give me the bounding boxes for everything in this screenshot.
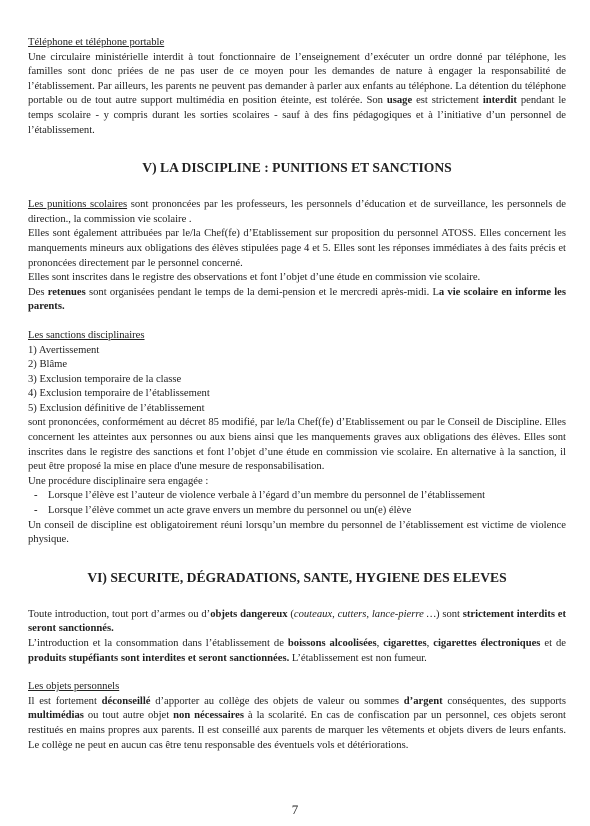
sanctions-list: [28, 344, 566, 417]
sanctions-title: Les sanctions disciplinaires: [28, 329, 145, 341]
procedure-bullets: [28, 489, 566, 518]
document-page: [28, 36, 566, 753]
page-number: 7: [291, 802, 299, 817]
sanction-item: 3) Exclusion temporaire de la classe: [28, 373, 182, 385]
objets-title: Les objets personnels: [28, 681, 120, 693]
objets-paragraph: Il est fortement déconseillé d’apporter au collège des objets de valeur ou sommes d’argent conséquentes, des supports multimédias ou tout autre objet non nécessaires à la scolarité. En cas de confiscation par un personnel, ces objets seront restitués en mains propres aux parents. Il est conseillé aux parents de marquer les vêtements et objets divers de leurs enfants. Le collège ne peut en aucun cas être tenu responsable des éventuels vols et détériorations.: [28, 695, 566, 751]
substances-paragraph: L’introduction et la consommation dans l’établissement de boissons alcoolisées, cigarettes, cigarettes électroniques et de produits stupéfiants sont interdites et seront sanctionnées. L’établissement est non fumeur.: [28, 638, 567, 664]
section-heading-securite: VI) SECURITE, DÉGRADATIONS, SANTE, HYGIENE DES ELEVES: [87, 569, 507, 585]
telephone-title: Téléphone et téléphone portable: [28, 37, 165, 48]
armes-paragraph: Toute introduction, tout port d’armes ou d’objets dangereux (couteaux, cutters, lance-pierre …) sont strictement interdits et seront sanctionnés.: [28, 608, 567, 635]
sanction-item: 5) Exclusion définitive de l’établissement: [28, 402, 205, 414]
procedure-bullet: - Lorsque l’élève est l’auteur de violence verbale à l’égard d’un membre du personnel de l’établissement: [28, 489, 566, 504]
sanction-item: 2) Blâme: [28, 359, 68, 371]
telephone-paragraph: Une circulaire ministérielle interdit à tout fonctionnaire de l’enseignement d’exécuter un ordre donné par téléphone, les familles sont donc priées de ne pas user de ce moyen pour les demandes de nature à engager la responsabilité de l’établissement. Par ailleurs, les parents ne peuvent pas demander à parler aux enfants au téléphone. La détention du téléphone portable ou de tout autre support multimédia en position éteinte, est tolérée. Son usage est strictement interdit pendant le temps scolaire - y compris durant les sorties scolaires - sauf à des fins pédagogiques et à l’initiative d’un personnel de l’établissement.: [28, 51, 566, 136]
retenues-paragraph: Des retenues sont organisées pendant le temps de la demi-pension et le mercredi après-midi. La vie scolaire en informe les parents.: [28, 286, 567, 313]
procedure-paragraph: Une procédure disciplinaire sera engagée :: [28, 475, 209, 487]
procedure-bullet: - Lorsque l’élève commet un acte grave envers un membre du personnel ou un(e) élève: [28, 504, 566, 519]
punitions-paragraph-3: Elles sont inscrites dans le registre des observations et font l’objet d’une étude en commission vie scolaire.: [28, 272, 481, 284]
conseil-paragraph: Un conseil de discipline est obligatoirement réuni lorsqu’un membre du personnel de l’établissement est victime de violence physique.: [28, 519, 566, 546]
section-heading-discipline: V) LA DISCIPLINE : PUNITIONS ET SANCTIONS: [142, 160, 452, 176]
sanction-item: 4) Exclusion temporaire de l’établissement: [28, 388, 210, 400]
sanctions-paragraph: sont prononcées, conformément au décret 85 modifié, par le/la Chef(fe) d’Etablissement ou par le Conseil de Discipline. Elles concernent les atteintes aux personnes ou aux biens ainsi que les manquements graves aux obligations des élèves. Elles sont inscrites dans le registre des sanctions et font l’objet d’une étude en commission vie scolaire. En alternative à la sanction, il peut être proposé la mise en place d'une mesure de responsabilisation.: [28, 417, 566, 473]
sanction-item: 1) Avertissement: [28, 344, 100, 356]
punitions-paragraph: Les punitions scolaires sont prononcées par les professeurs, les personnels d’éducation et de surveillance, les personnels de direction., la commission vie scolaire .: [28, 199, 566, 225]
punitions-paragraph-2: Elles sont également attribuées par le/la Chef(fe) d’Etablissement sur proposition du personnel ATOSS. Elles concernent les manquements mineurs aux obligations des élèves stipulées page 4 et 5. Elles sont les réponses immédiates à des faits précis et prononcées directement par le personnel concerné.: [28, 228, 566, 269]
